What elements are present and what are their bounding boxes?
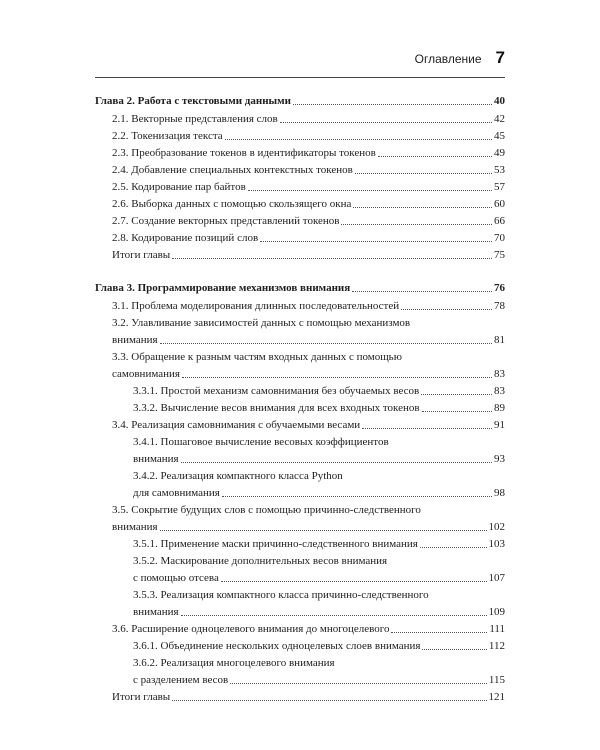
toc-subsection-entry[interactable] <box>95 468 505 484</box>
dot-leader <box>222 496 492 497</box>
toc-subsection-entry-continuation[interactable] <box>95 570 505 586</box>
toc-subsection-entry-title-continuation: внимания <box>133 453 179 465</box>
dot-leader <box>181 615 487 616</box>
dot-leader <box>172 258 492 259</box>
toc-subsection-entry-continuation[interactable] <box>95 604 505 620</box>
toc-subsection-entry-title-continuation: с разделением весов <box>133 674 229 686</box>
toc-section-entry[interactable] <box>95 417 505 433</box>
dot-leader <box>172 700 486 701</box>
toc-subsection-entry-page-number: 98 <box>494 487 505 499</box>
toc-section-entry-continuation[interactable] <box>95 332 505 348</box>
toc-section-entry-continuation[interactable] <box>95 519 505 535</box>
toc-subsection-entry-continuation[interactable] <box>95 485 505 501</box>
dot-leader <box>401 309 492 310</box>
toc-section-entry-page-number: 111 <box>489 623 505 635</box>
toc-chapter <box>95 93 505 263</box>
toc-section-entry-page-number: 53 <box>494 164 505 176</box>
toc-subsection-entry[interactable] <box>95 383 505 399</box>
running-head <box>415 48 505 68</box>
dot-leader <box>353 207 492 208</box>
dot-leader <box>391 632 487 633</box>
dot-leader <box>182 377 492 378</box>
toc-section-entry-title: Итоги главы <box>112 691 171 703</box>
header-rule <box>95 77 505 78</box>
toc-section-entry-title-continuation: внимания <box>112 521 158 533</box>
dot-leader <box>221 581 487 582</box>
toc-section-entry[interactable] <box>95 179 505 195</box>
toc-section-entry[interactable] <box>95 689 505 705</box>
toc-subsection-entry[interactable] <box>95 655 505 671</box>
toc-section-entry-page-number: 78 <box>494 300 505 312</box>
toc-chapter-heading[interactable] <box>95 93 505 109</box>
toc-subsection-entry[interactable] <box>95 434 505 450</box>
toc-subsection-entry-title: 3.5.3. Реализация компактного класса причинно-следственного <box>133 589 429 601</box>
toc-section-entry-continuation[interactable] <box>95 366 505 382</box>
toc-chapter-heading-title: Глава 3. Программирование механизмов внимания <box>95 282 351 294</box>
toc-section-entry-page-number: 83 <box>494 368 505 380</box>
toc-section-entry-title: 2.4. Добавление специальных контекстных токенов <box>112 164 353 176</box>
toc-section-entry[interactable] <box>95 502 505 518</box>
toc-subsection-entry[interactable] <box>95 400 505 416</box>
toc-section-entry[interactable] <box>95 298 505 314</box>
dot-leader <box>420 547 487 548</box>
toc-section-entry-title: 2.6. Выборка данных с помощью скользящего окна <box>112 198 352 210</box>
dot-leader <box>378 156 492 157</box>
toc-section-entry-title: 2.1. Векторные представления слов <box>112 113 278 125</box>
dot-leader <box>160 530 487 531</box>
toc-section-entry[interactable] <box>95 349 505 365</box>
dot-leader <box>280 122 492 123</box>
toc-section-entry-page-number: 49 <box>494 147 505 159</box>
dot-leader <box>421 394 492 395</box>
dot-leader <box>422 649 486 650</box>
toc-section-entry-page-number: 81 <box>494 334 505 346</box>
dot-leader <box>355 173 492 174</box>
toc-section-entry-title: 3.6. Расширение одноцелевого внимания до многоцелевого <box>112 623 390 635</box>
dot-leader <box>181 462 492 463</box>
dot-leader <box>160 343 492 344</box>
toc-section-entry-title: 3.4. Реализация самовнимания с обучаемыми весами <box>112 419 361 431</box>
toc-section-entry-title: 2.8. Кодирование позиций слов <box>112 232 259 244</box>
toc-section-entry-title: 2.5. Кодирование пар байтов <box>112 181 246 193</box>
toc-subsection-entry[interactable] <box>95 587 505 603</box>
toc-section-entry-page-number: 60 <box>494 198 505 210</box>
table-of-contents <box>95 85 505 705</box>
toc-subsection-entry-title: 3.6.2. Реализация многоцелевого внимания <box>133 657 335 669</box>
toc-subsection-entry-title: 3.4.2. Реализация компактного класса Python <box>133 470 343 482</box>
toc-section-entry-title: 3.1. Проблема моделирования длинных последовательностей <box>112 300 400 312</box>
toc-section-entry[interactable] <box>95 196 505 212</box>
toc-section-entry-page-number: 121 <box>488 691 505 703</box>
toc-subsection-entry-page-number: 115 <box>488 674 505 686</box>
toc-section-entry-page-number: 42 <box>494 113 505 125</box>
toc-chapter-heading-page-number: 76 <box>494 282 505 294</box>
toc-subsection-entry-title: 3.3.1. Простой механизм самовнимания без обучаемых весов <box>133 385 420 397</box>
toc-section-entry-title: 2.7. Создание векторных представлений токенов <box>112 215 340 227</box>
dot-leader <box>230 683 487 684</box>
toc-subsection-entry-title-continuation: для самовнимания <box>133 487 220 499</box>
toc-section-entry-page-number: 102 <box>488 521 505 533</box>
page-number: 7 <box>495 48 505 67</box>
toc-section-entry-page-number: 75 <box>494 249 505 261</box>
toc-chapter-heading[interactable] <box>95 280 505 296</box>
toc-subsection-entry-page-number: 109 <box>488 606 505 618</box>
dot-leader <box>341 224 492 225</box>
dot-leader <box>225 139 492 140</box>
toc-section-entry[interactable] <box>95 621 505 637</box>
toc-subsection-entry-title: 3.5.2. Маскирование дополнительных весов внимания <box>133 555 388 567</box>
toc-section-entry-title: 3.3. Обращение к разным частям входных данных с помощью <box>112 351 402 363</box>
toc-subsection-entry-page-number: 112 <box>488 640 505 652</box>
toc-subsection-entry[interactable] <box>95 536 505 552</box>
running-head-section: Оглавление <box>414 52 482 66</box>
toc-subsection-entry-page-number: 93 <box>494 453 505 465</box>
toc-subsection-entry-page-number: 103 <box>488 538 505 550</box>
toc-section-entry[interactable] <box>95 213 505 229</box>
toc-section-entry-title-continuation: самовнимания <box>112 368 180 380</box>
toc-section-entry-title: 3.5. Сокрытие будущих слов с помощью причинно-следственного <box>112 504 421 516</box>
toc-section-entry-title: 2.2. Токенизация текста <box>112 130 223 142</box>
toc-section-entry-page-number: 45 <box>494 130 505 142</box>
dot-leader <box>352 291 492 292</box>
toc-section-entry-title: 2.3. Преобразование токенов в идентификаторы токенов <box>112 147 376 159</box>
toc-subsection-entry[interactable] <box>95 638 505 654</box>
toc-subsection-entry-title-continuation: внимания <box>133 606 179 618</box>
dot-leader <box>422 411 492 412</box>
toc-section-entry-page-number: 91 <box>494 419 505 431</box>
dot-leader <box>248 190 492 191</box>
toc-section-entry[interactable] <box>95 230 505 246</box>
toc-section-entry-page-number: 70 <box>494 232 505 244</box>
toc-subsection-entry-title: 3.6.1. Объединение нескольких одноцелевых слоев внимания <box>133 640 421 652</box>
toc-subsection-entry-page-number: 107 <box>488 572 505 584</box>
toc-subsection-entry-continuation[interactable] <box>95 672 505 688</box>
toc-chapter-heading-page-number: 40 <box>494 95 505 107</box>
toc-subsection-entry[interactable] <box>95 553 505 569</box>
toc-subsection-entry-continuation[interactable] <box>95 451 505 467</box>
toc-subsection-entry-title: 3.5.1. Применение маски причинно-следственного внимания <box>133 538 418 550</box>
toc-section-entry-title: Итоги главы <box>112 249 171 261</box>
toc-section-entry[interactable] <box>95 315 505 331</box>
toc-chapter-heading-title: Глава 2. Работа с текстовыми данными <box>95 95 291 107</box>
toc-section-entry-page-number: 66 <box>494 215 505 227</box>
toc-subsection-entry-title-continuation: с помощью отсева <box>133 572 219 584</box>
toc-section-entry[interactable] <box>95 128 505 144</box>
toc-section-entry[interactable] <box>95 247 505 263</box>
toc-subsection-entry-title: 3.3.2. Вычисление весов внимания для всех входных токенов <box>133 402 420 414</box>
toc-section-entry[interactable] <box>95 162 505 178</box>
toc-section-entry-title-continuation: внимания <box>112 334 158 346</box>
toc-section-entry[interactable] <box>95 145 505 161</box>
toc-section-entry-page-number: 57 <box>494 181 505 193</box>
toc-chapter <box>95 280 505 705</box>
toc-subsection-entry-title: 3.4.1. Пошаговое вычисление весовых коэффициентов <box>133 436 389 448</box>
toc-subsection-entry-page-number: 83 <box>494 385 505 397</box>
dot-leader <box>293 104 492 105</box>
dot-leader <box>260 241 492 242</box>
toc-subsection-entry-page-number: 89 <box>494 402 505 414</box>
toc-section-entry[interactable] <box>95 111 505 127</box>
toc-section-entry-title: 3.2. Улавливание зависимостей данных с помощью механизмов <box>112 317 411 329</box>
dot-leader <box>362 428 492 429</box>
